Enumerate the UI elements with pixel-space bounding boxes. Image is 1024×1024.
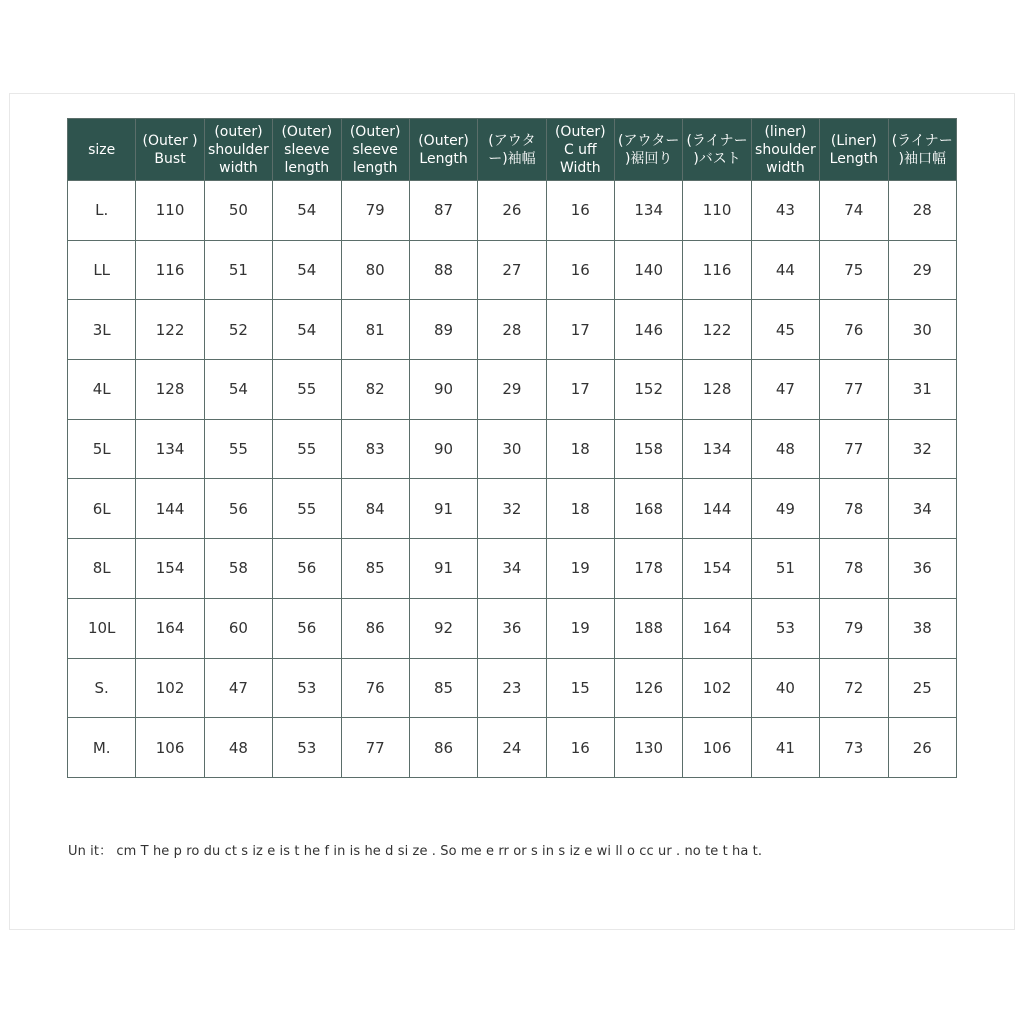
table-cell: 106 [683, 718, 751, 778]
table-cell: 36 [478, 598, 546, 658]
table-cell: 168 [615, 479, 683, 539]
table-cell: 53 [751, 598, 819, 658]
table-row [68, 300, 957, 360]
table-cell: 55 [273, 360, 341, 420]
table-cell: 79 [341, 181, 409, 241]
table-cell: 16 [546, 181, 614, 241]
table-cell: 44 [751, 240, 819, 300]
column-header: (Outer) C uff Width [546, 119, 614, 181]
size-label-cell: 10L [68, 598, 136, 658]
table-cell: 54 [204, 360, 272, 420]
size-label-cell: LL [68, 240, 136, 300]
table-cell: 90 [409, 360, 477, 420]
column-header: size [68, 119, 136, 181]
table-cell: 55 [273, 479, 341, 539]
table-cell: 54 [273, 300, 341, 360]
column-header: (outer) shoulder width [204, 119, 272, 181]
table-cell: 58 [204, 539, 272, 599]
table-cell: 85 [409, 658, 477, 718]
table-cell: 52 [204, 300, 272, 360]
table-cell: 86 [409, 718, 477, 778]
table-cell: 51 [751, 539, 819, 599]
table-cell: 31 [888, 360, 957, 420]
table-cell: 30 [888, 300, 957, 360]
table-row [68, 240, 957, 300]
table-cell: 77 [820, 360, 888, 420]
table-row [68, 539, 957, 599]
table-cell: 75 [820, 240, 888, 300]
table-body [68, 181, 957, 778]
table-cell: 30 [478, 419, 546, 479]
table-cell: 54 [273, 240, 341, 300]
table-cell: 29 [888, 240, 957, 300]
size-label-cell: 6L [68, 479, 136, 539]
table-cell: 128 [683, 360, 751, 420]
table-cell: 24 [478, 718, 546, 778]
table-cell: 91 [409, 539, 477, 599]
table-cell: 48 [751, 419, 819, 479]
table-cell: 16 [546, 240, 614, 300]
table-cell: 19 [546, 539, 614, 599]
table-cell: 87 [409, 181, 477, 241]
size-label-cell: 4L [68, 360, 136, 420]
table-cell: 158 [615, 419, 683, 479]
table-cell: 146 [615, 300, 683, 360]
table-cell: 56 [273, 539, 341, 599]
table-cell: 28 [478, 300, 546, 360]
table-row [68, 598, 957, 658]
table-cell: 154 [136, 539, 204, 599]
table-cell: 144 [683, 479, 751, 539]
table-cell: 110 [683, 181, 751, 241]
table-cell: 144 [136, 479, 204, 539]
table-cell: 56 [273, 598, 341, 658]
table-cell: 45 [751, 300, 819, 360]
table-row [68, 718, 957, 778]
table-cell: 36 [888, 539, 957, 599]
size-label-cell: 3L [68, 300, 136, 360]
table-cell: 41 [751, 718, 819, 778]
size-label-cell: L. [68, 181, 136, 241]
table-cell: 82 [341, 360, 409, 420]
table-cell: 26 [888, 718, 957, 778]
table-cell: 134 [615, 181, 683, 241]
table-cell: 188 [615, 598, 683, 658]
table-cell: 38 [888, 598, 957, 658]
column-header: (Outer) sleeve length [273, 119, 341, 181]
table-cell: 74 [820, 181, 888, 241]
table-row [68, 181, 957, 241]
table-cell: 79 [820, 598, 888, 658]
table-cell: 116 [136, 240, 204, 300]
table-cell: 72 [820, 658, 888, 718]
table-cell: 78 [820, 539, 888, 599]
table-cell: 27 [478, 240, 546, 300]
column-header: (Outer) Length [409, 119, 477, 181]
table-cell: 19 [546, 598, 614, 658]
table-cell: 86 [341, 598, 409, 658]
table-cell: 178 [615, 539, 683, 599]
column-header: (アウタ ー)袖幅 [478, 119, 546, 181]
table-cell: 130 [615, 718, 683, 778]
table-cell: 89 [409, 300, 477, 360]
table-cell: 134 [136, 419, 204, 479]
table-cell: 32 [478, 479, 546, 539]
size-label-cell: S. [68, 658, 136, 718]
table-cell: 84 [341, 479, 409, 539]
column-header: (Outer ) Bust [136, 119, 204, 181]
table-cell: 92 [409, 598, 477, 658]
table-cell: 85 [341, 539, 409, 599]
size-chart-table [67, 118, 957, 778]
header-row [68, 119, 957, 181]
table-cell: 90 [409, 419, 477, 479]
table-cell: 47 [751, 360, 819, 420]
table-cell: 16 [546, 718, 614, 778]
table-cell: 164 [136, 598, 204, 658]
table-cell: 28 [888, 181, 957, 241]
table-cell: 49 [751, 479, 819, 539]
table-cell: 55 [273, 419, 341, 479]
table-row [68, 360, 957, 420]
table-cell: 23 [478, 658, 546, 718]
column-header: (ライナー )バスト [683, 119, 751, 181]
table-cell: 122 [136, 300, 204, 360]
table-cell: 81 [341, 300, 409, 360]
table-cell: 80 [341, 240, 409, 300]
table-cell: 110 [136, 181, 204, 241]
table-cell: 88 [409, 240, 477, 300]
table-cell: 76 [820, 300, 888, 360]
column-header: (liner) shoulder width [751, 119, 819, 181]
table-cell: 134 [683, 419, 751, 479]
column-header: (Outer) sleeve length [341, 119, 409, 181]
table-cell: 26 [478, 181, 546, 241]
table-cell: 102 [136, 658, 204, 718]
column-header: (アウター )裾回り [615, 119, 683, 181]
size-label-cell: M. [68, 718, 136, 778]
table-cell: 29 [478, 360, 546, 420]
table-cell: 140 [615, 240, 683, 300]
table-cell: 152 [615, 360, 683, 420]
table-row [68, 419, 957, 479]
table-cell: 76 [341, 658, 409, 718]
size-label-cell: 8L [68, 539, 136, 599]
table-cell: 47 [204, 658, 272, 718]
size-label-cell: 5L [68, 419, 136, 479]
table-cell: 77 [341, 718, 409, 778]
size-note: Un it： cm T he p ro du ct s iz e is t he f in is he d si ze . So me e rr or s in s iz e wi ll o cc ur . no te t ha t. [68, 844, 763, 859]
table-cell: 17 [546, 360, 614, 420]
table-cell: 50 [204, 181, 272, 241]
table-cell: 32 [888, 419, 957, 479]
table-cell: 116 [683, 240, 751, 300]
table-cell: 102 [683, 658, 751, 718]
table-cell: 77 [820, 419, 888, 479]
table-cell: 43 [751, 181, 819, 241]
table-cell: 34 [478, 539, 546, 599]
table-cell: 55 [204, 419, 272, 479]
table-cell: 78 [820, 479, 888, 539]
table-cell: 122 [683, 300, 751, 360]
table-cell: 154 [683, 539, 751, 599]
table-cell: 53 [273, 718, 341, 778]
table-cell: 25 [888, 658, 957, 718]
table-cell: 73 [820, 718, 888, 778]
table-cell: 51 [204, 240, 272, 300]
table-cell: 106 [136, 718, 204, 778]
table-cell: 60 [204, 598, 272, 658]
table-row [68, 658, 957, 718]
table-cell: 54 [273, 181, 341, 241]
table-cell: 164 [683, 598, 751, 658]
table-cell: 53 [273, 658, 341, 718]
table-cell: 17 [546, 300, 614, 360]
column-header: (ライナー )袖口幅 [888, 119, 957, 181]
table-cell: 128 [136, 360, 204, 420]
table-cell: 91 [409, 479, 477, 539]
table-row [68, 479, 957, 539]
table-cell: 18 [546, 479, 614, 539]
table-cell: 18 [546, 419, 614, 479]
table-cell: 34 [888, 479, 957, 539]
column-header: (Liner) Length [820, 119, 888, 181]
table-cell: 15 [546, 658, 614, 718]
table-cell: 56 [204, 479, 272, 539]
table-cell: 40 [751, 658, 819, 718]
table-cell: 48 [204, 718, 272, 778]
table-cell: 126 [615, 658, 683, 718]
table-cell: 83 [341, 419, 409, 479]
